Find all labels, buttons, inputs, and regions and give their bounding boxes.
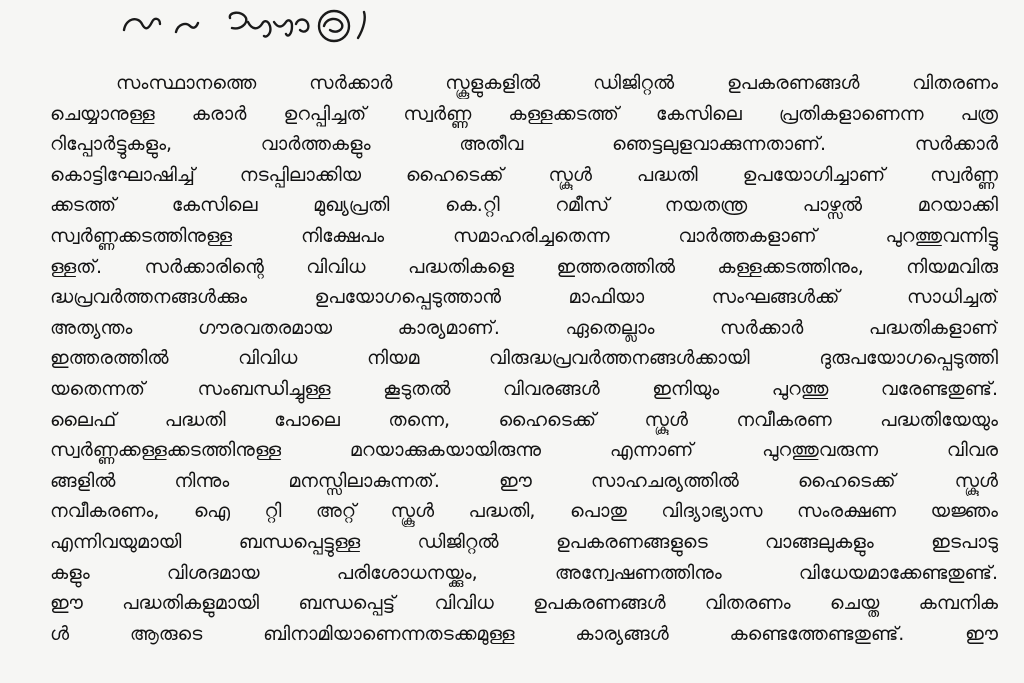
letter-body [50,68,998,649]
text-line: ള്ളത്. സർക്കാരിന്റെ വിവിധ പദ്ധതികളെ ഇത്തരത്തിൽ കള്ളക്കടത്തിനും, നിയമവിരു [50,255,998,278]
text-line: ങ്ങളിൽ നിന്നും മനസ്സിലാകുന്നത്. ഈ സാഹചര്യത്തിൽ ഹൈടെക്ക് സ്കൂൾ [50,469,998,492]
text-line: അത്യന്തം ഗൗരവതരമായ കാര്യമാണ്. ഏതെല്ലാം സർക്കാർ പദ്ധതികളാണ് [50,316,998,339]
text-line: ൾ ആരുടെ ബിനാമിയാണെന്നതടക്കമുള്ള കാര്യങ്ങൾ കണ്ടെത്തേണ്ടതുണ്ട്. ഈ [50,622,998,645]
text-line: ലൈഫ് പദ്ധതി പോലെ തന്നെ, ഹൈടെക്ക് സ്കൂൾ നവീകരണ പദ്ധതിയേയും [50,408,998,431]
text-line: ഇത്തരത്തിൽ വിവിധ നിയമ വിരുദ്ധപ്രവർത്തനങ്ങൾക്കായി ദുരുപയോഗപ്പെടുത്തി [50,347,998,370]
text-line: നവീകരണം, ഐ റ്റി അറ്റ് സ്കൂൾ പദ്ധതി, പൊതു വിദ്യാഭ്യാസ സംരക്ഷണ യജ്ഞം [50,500,998,523]
text-line: ചെയ്യാനുള്ള കരാർ ഉറപ്പിച്ചത് സ്വർണ്ണ കള്ളക്കടത്ത് കേസിലെ പ്രതികളാണെന്ന പത്ര [50,102,998,125]
text-line: ക്കടത്ത് കേസിലെ മുഖ്യപ്രതി കെ.റ്റി റമീസ് നയതന്ത്ര പാഴ്സൽ മറയാക്കി [50,194,998,217]
text-line: ദ്ധപ്രവർത്തനങ്ങൾക്കും ഉപയോഗപ്പെടുത്താൻ മാഫിയാ സംഘങ്ങൾക്ക് സാധിച്ചത് [50,286,998,309]
handwritten-salutation [118,6,448,46]
text-line: സ്വർണ്ണക്കടത്തിനുള്ള നിക്ഷേപം സമാഹരിച്ചതെന്ന വാർത്തകളാണ് പുറത്തുവന്നിട്ടു [50,224,998,247]
text-line: കൊട്ടിഘോഷിച്ച് നടപ്പിലാക്കിയ ഹൈടെക്ക് സ്കൂൾ പദ്ധതി ഉപയോഗിച്ചാണ് സ്വർണ്ണ [50,163,998,186]
text-line: കളും വിശദമായ പരിശോധനയ്ക്കും, അന്വേഷണത്തിനും വിധേയമാക്കേണ്ടതുണ്ട്. [50,561,998,584]
handwritten-salutation-signature [118,6,448,46]
text-line: ഈ പദ്ധതികളുമായി ബന്ധപ്പെട്ട് വിവിധ ഉപകരണങ്ങൾ വിതരണം ചെയ്ത കമ്പനിക [50,592,998,615]
text-line: എന്നിവയുമായി ബന്ധപ്പെട്ടുള്ള ഡിജിറ്റൽ ഉപകരണങ്ങളുടെ വാങ്ങലുകളും ഇടപാടു [50,530,998,553]
text-line: സംസ്ഥാനത്തെ സർക്കാർ സ്കൂളുകളിൽ ഡിജിറ്റൽ ഉപകരണങ്ങൾ വിതരണം [116,72,998,94]
text-line: യതെന്നത് സംബന്ധിച്ചുള്ള കൂടുതൽ വിവരങ്ങൾ ഇനിയും പുറത്തു വരേണ്ടതുണ്ട്. [50,377,998,400]
text-line: റിപ്പോർട്ടുകളും, വാർത്തകളും അതീവ ഞെട്ടലുളവാക്കുന്നതാണ്. സർക്കാർ [50,133,998,156]
text-line: സ്വർണ്ണക്കള്ളക്കടത്തിനുള്ള മറയാക്കുകയായിരുന്നു എന്നാണ് പുറത്തുവരുന്ന വിവര [50,439,998,462]
